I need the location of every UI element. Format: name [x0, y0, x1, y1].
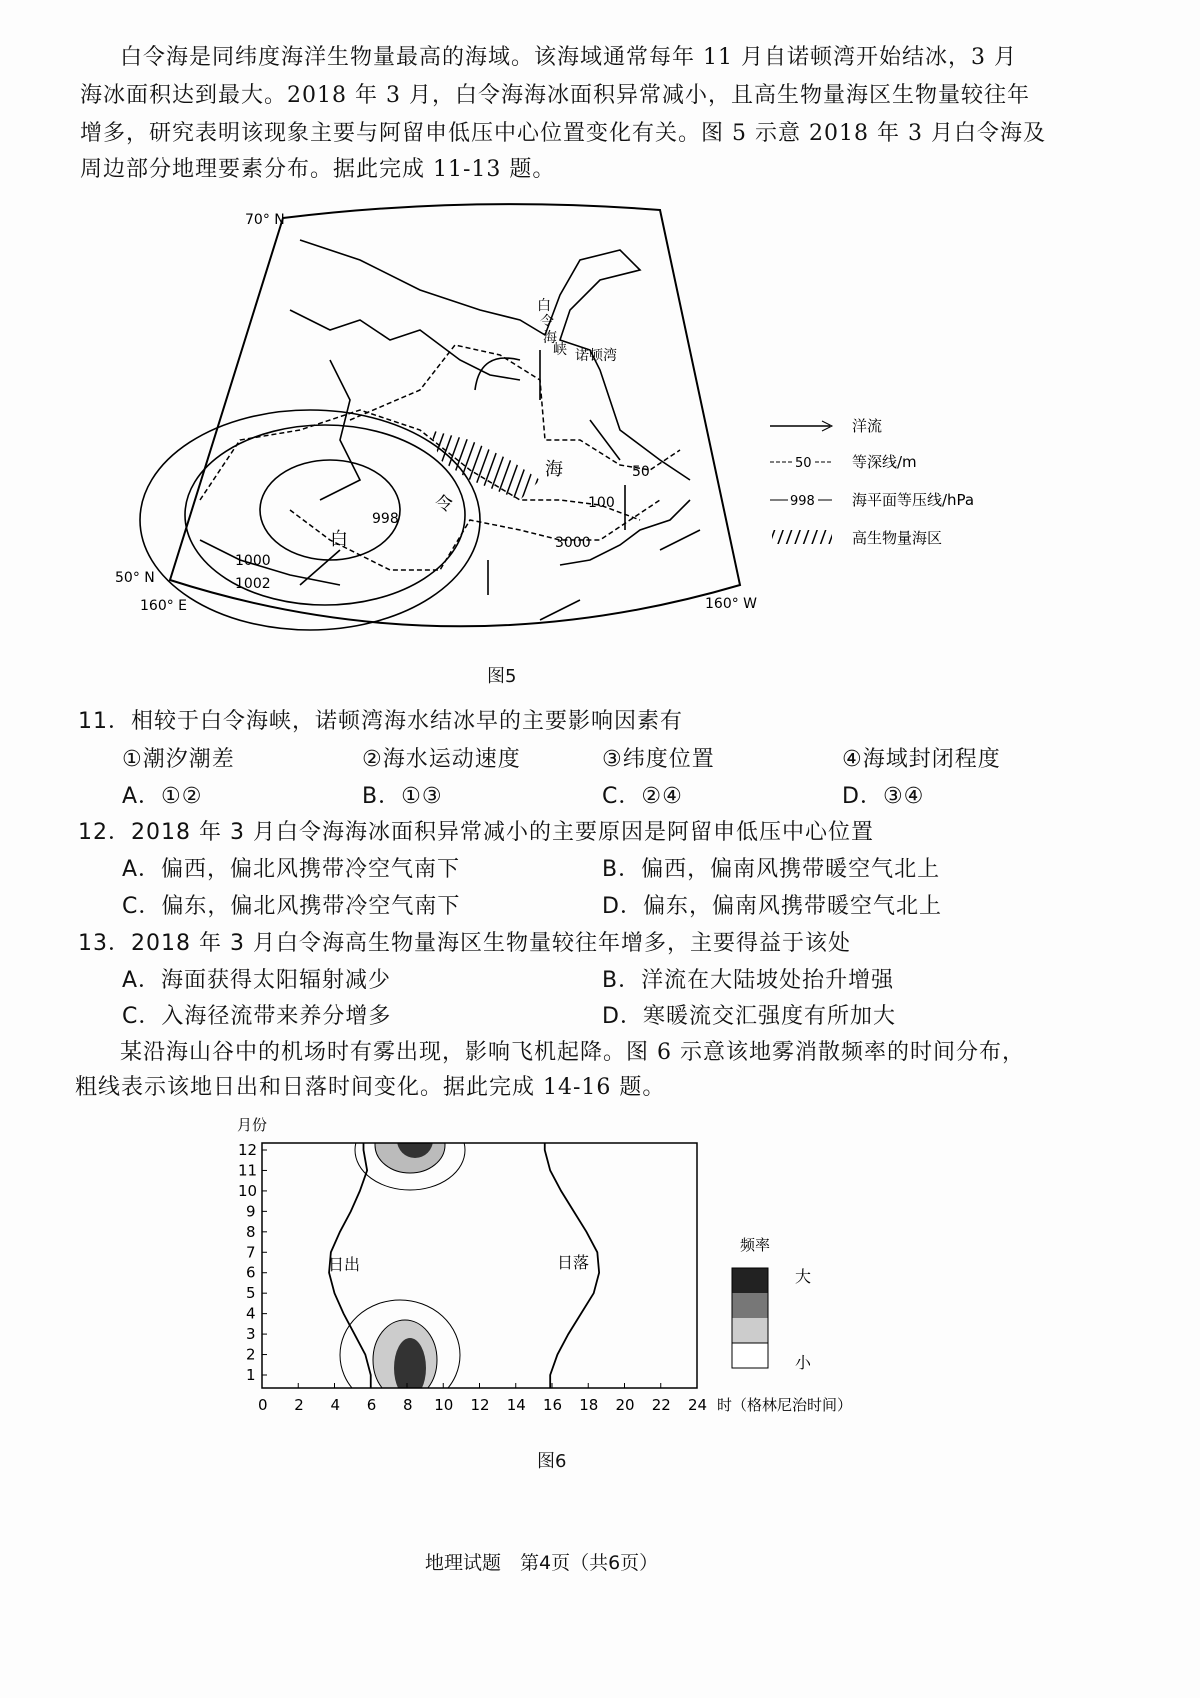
x-tick-label: 22	[651, 1396, 671, 1414]
y-tick-label: 4	[246, 1304, 256, 1323]
sea-label: 白	[330, 529, 348, 550]
x-tick-label: 4	[330, 1396, 341, 1414]
intro1-line: 白令海是同纬度海洋生物量最高的海域。该海域通常每年 11 月自诺顿湾开始结冰，3 月	[120, 45, 1017, 70]
legend-high: 大	[795, 1267, 812, 1286]
x-tick-label: 10	[434, 1396, 454, 1414]
y-tick-label: 12	[238, 1141, 258, 1159]
sea-label: 海	[545, 459, 563, 480]
x-tick-label: 2	[294, 1396, 304, 1414]
y-tick-label: 8	[246, 1222, 256, 1241]
q12-option: D．偏东，偏南风携带暖空气北上	[602, 894, 942, 919]
legend-swatch-3	[732, 1293, 768, 1318]
lon160w-label: 160° W	[705, 596, 758, 612]
x-tick-label: 6	[366, 1396, 377, 1414]
y-tick-label: 7	[246, 1243, 256, 1262]
q11-option: A．①②	[122, 784, 203, 809]
legend-low: 小	[795, 1353, 812, 1372]
strait-label: 令	[540, 314, 554, 330]
sunset-label: 日落	[557, 1253, 590, 1272]
legend-sample: 998	[790, 494, 815, 509]
x-tick-label: 24	[688, 1396, 708, 1414]
y-tick-label: 5	[246, 1284, 256, 1303]
sea-label: 令	[435, 494, 453, 515]
legend-swatch-4	[732, 1268, 768, 1293]
figure5-caption: 图5	[487, 666, 517, 687]
intro2-line: 粗线表示该地日出和日落时间变化。据此完成 14-16 题。	[75, 1075, 666, 1100]
y-tick-label: 10	[238, 1181, 258, 1200]
figure5-map	[0, 200, 1200, 660]
isobar-1000	[185, 425, 465, 605]
q12-option: C．偏东，偏北风携带冷空气南下	[122, 894, 461, 919]
legend-isobar: 海平面等压线/hPa	[852, 491, 975, 509]
x-tick-label: 16	[543, 1396, 563, 1414]
q13-option: A．海面获得太阳辐射减少	[122, 968, 392, 993]
figure6-chart	[0, 1110, 1200, 1430]
legend-swatch-2	[732, 1318, 768, 1343]
isobath-50	[350, 345, 680, 470]
strait-label: 海	[543, 330, 557, 346]
strait-label: 峡	[553, 342, 567, 358]
legend-biomass: 高生物量海区	[852, 529, 943, 547]
sunrise-label: 日出	[328, 1255, 361, 1274]
intro1-line: 海冰面积达到最大。2018 年 3 月，白令海海冰面积异常减小，且高生物量海区生物量较往年	[80, 83, 1030, 108]
y-tick-label: 1	[246, 1366, 256, 1384]
q11-item: ③纬度位置	[602, 747, 715, 772]
map-legend	[770, 417, 974, 547]
q12-stem: 12．2018 年 3 月白令海海冰面积异常减小的主要原因是阿留申低压中心位置	[78, 820, 874, 845]
isobar-1002	[140, 410, 480, 630]
x-tick-label: 20	[615, 1396, 635, 1414]
intro1-line: 周边部分地理要素分布。据此完成 11-13 题。	[80, 157, 556, 182]
y-tick-label: 9	[246, 1202, 256, 1221]
q11-option: D．③④	[842, 784, 925, 809]
strait-label: 白	[537, 298, 551, 314]
y-tick-label: 11	[238, 1161, 258, 1180]
legend-isobath: 等深线/m	[852, 453, 917, 471]
x-tick-label: 8	[403, 1396, 413, 1414]
y-tick-label: 3	[246, 1325, 256, 1344]
q13-option: B．洋流在大陆坡处抬升增强	[602, 968, 895, 993]
q11-item: ②海水运动速度	[362, 747, 521, 772]
x-axis-label: 时（格林尼治时间）	[717, 1396, 853, 1414]
q12-option: A．偏西，偏北风携带冷空气南下	[122, 857, 461, 882]
legend-sample: 50	[795, 456, 812, 471]
x-tick-label: 0	[258, 1396, 268, 1414]
y-tick-label: 6	[246, 1263, 256, 1282]
x-tick-label: 12	[470, 1396, 490, 1414]
intro1-line: 增多，研究表明该现象主要与阿留申低压中心位置变化有关。图 5 示意 2018 年 3 月白令海及	[80, 121, 1046, 146]
legend-swatch-1	[732, 1343, 768, 1368]
isobath-label: 100	[588, 495, 615, 511]
high-biomass-zone	[430, 430, 540, 500]
x-tick-label: 18	[579, 1396, 599, 1414]
q12-option: B．偏西，偏南风携带暖空气北上	[602, 857, 941, 882]
y-axis-label: 月份	[237, 1116, 268, 1134]
x-tick-label: 14	[506, 1396, 526, 1414]
isobar-label: 1002	[235, 576, 271, 592]
q11-option: B．①③	[362, 784, 443, 809]
lon160e-label: 160° E	[140, 598, 188, 614]
q13-option: D．寒暖流交汇强度有所加大	[602, 1004, 896, 1029]
legend-current: 洋流	[852, 417, 883, 435]
isobath-label: 3000	[555, 535, 591, 551]
lat70-label: 70° N	[245, 212, 285, 228]
figure6-caption: 图6	[537, 1451, 567, 1472]
q11-stem: 11．相较于白令海峡，诺顿湾海水结冰早的主要影响因素有	[78, 709, 683, 734]
lat50-label: 50° N	[115, 570, 155, 586]
isobath-label: 50	[632, 464, 650, 480]
intro2-line: 某沿海山谷中的机场时有雾出现，影响飞机起降。图 6 示意该地雾消散频率的时间分布，	[120, 1040, 1025, 1065]
q11-option: C．②④	[602, 784, 683, 809]
q13-stem: 13．2018 年 3 月白令海高生物量海区生物量较往年增多，主要得益于该处	[78, 931, 851, 956]
q11-item: ④海域封闭程度	[842, 747, 1001, 772]
isobar-label: 1000	[235, 553, 271, 569]
norton-label: 诺顿湾	[575, 348, 617, 364]
legend-title: 频率	[740, 1236, 771, 1254]
page-footer: 地理试题 第4页（共6页）	[425, 1552, 659, 1574]
q13-option: C．入海径流带来养分增多	[122, 1004, 392, 1029]
isobath-100	[200, 410, 640, 520]
isobar-label: 998	[372, 511, 399, 527]
y-tick-label: 2	[246, 1345, 256, 1364]
q11-item: ①潮汐潮差	[122, 747, 235, 772]
